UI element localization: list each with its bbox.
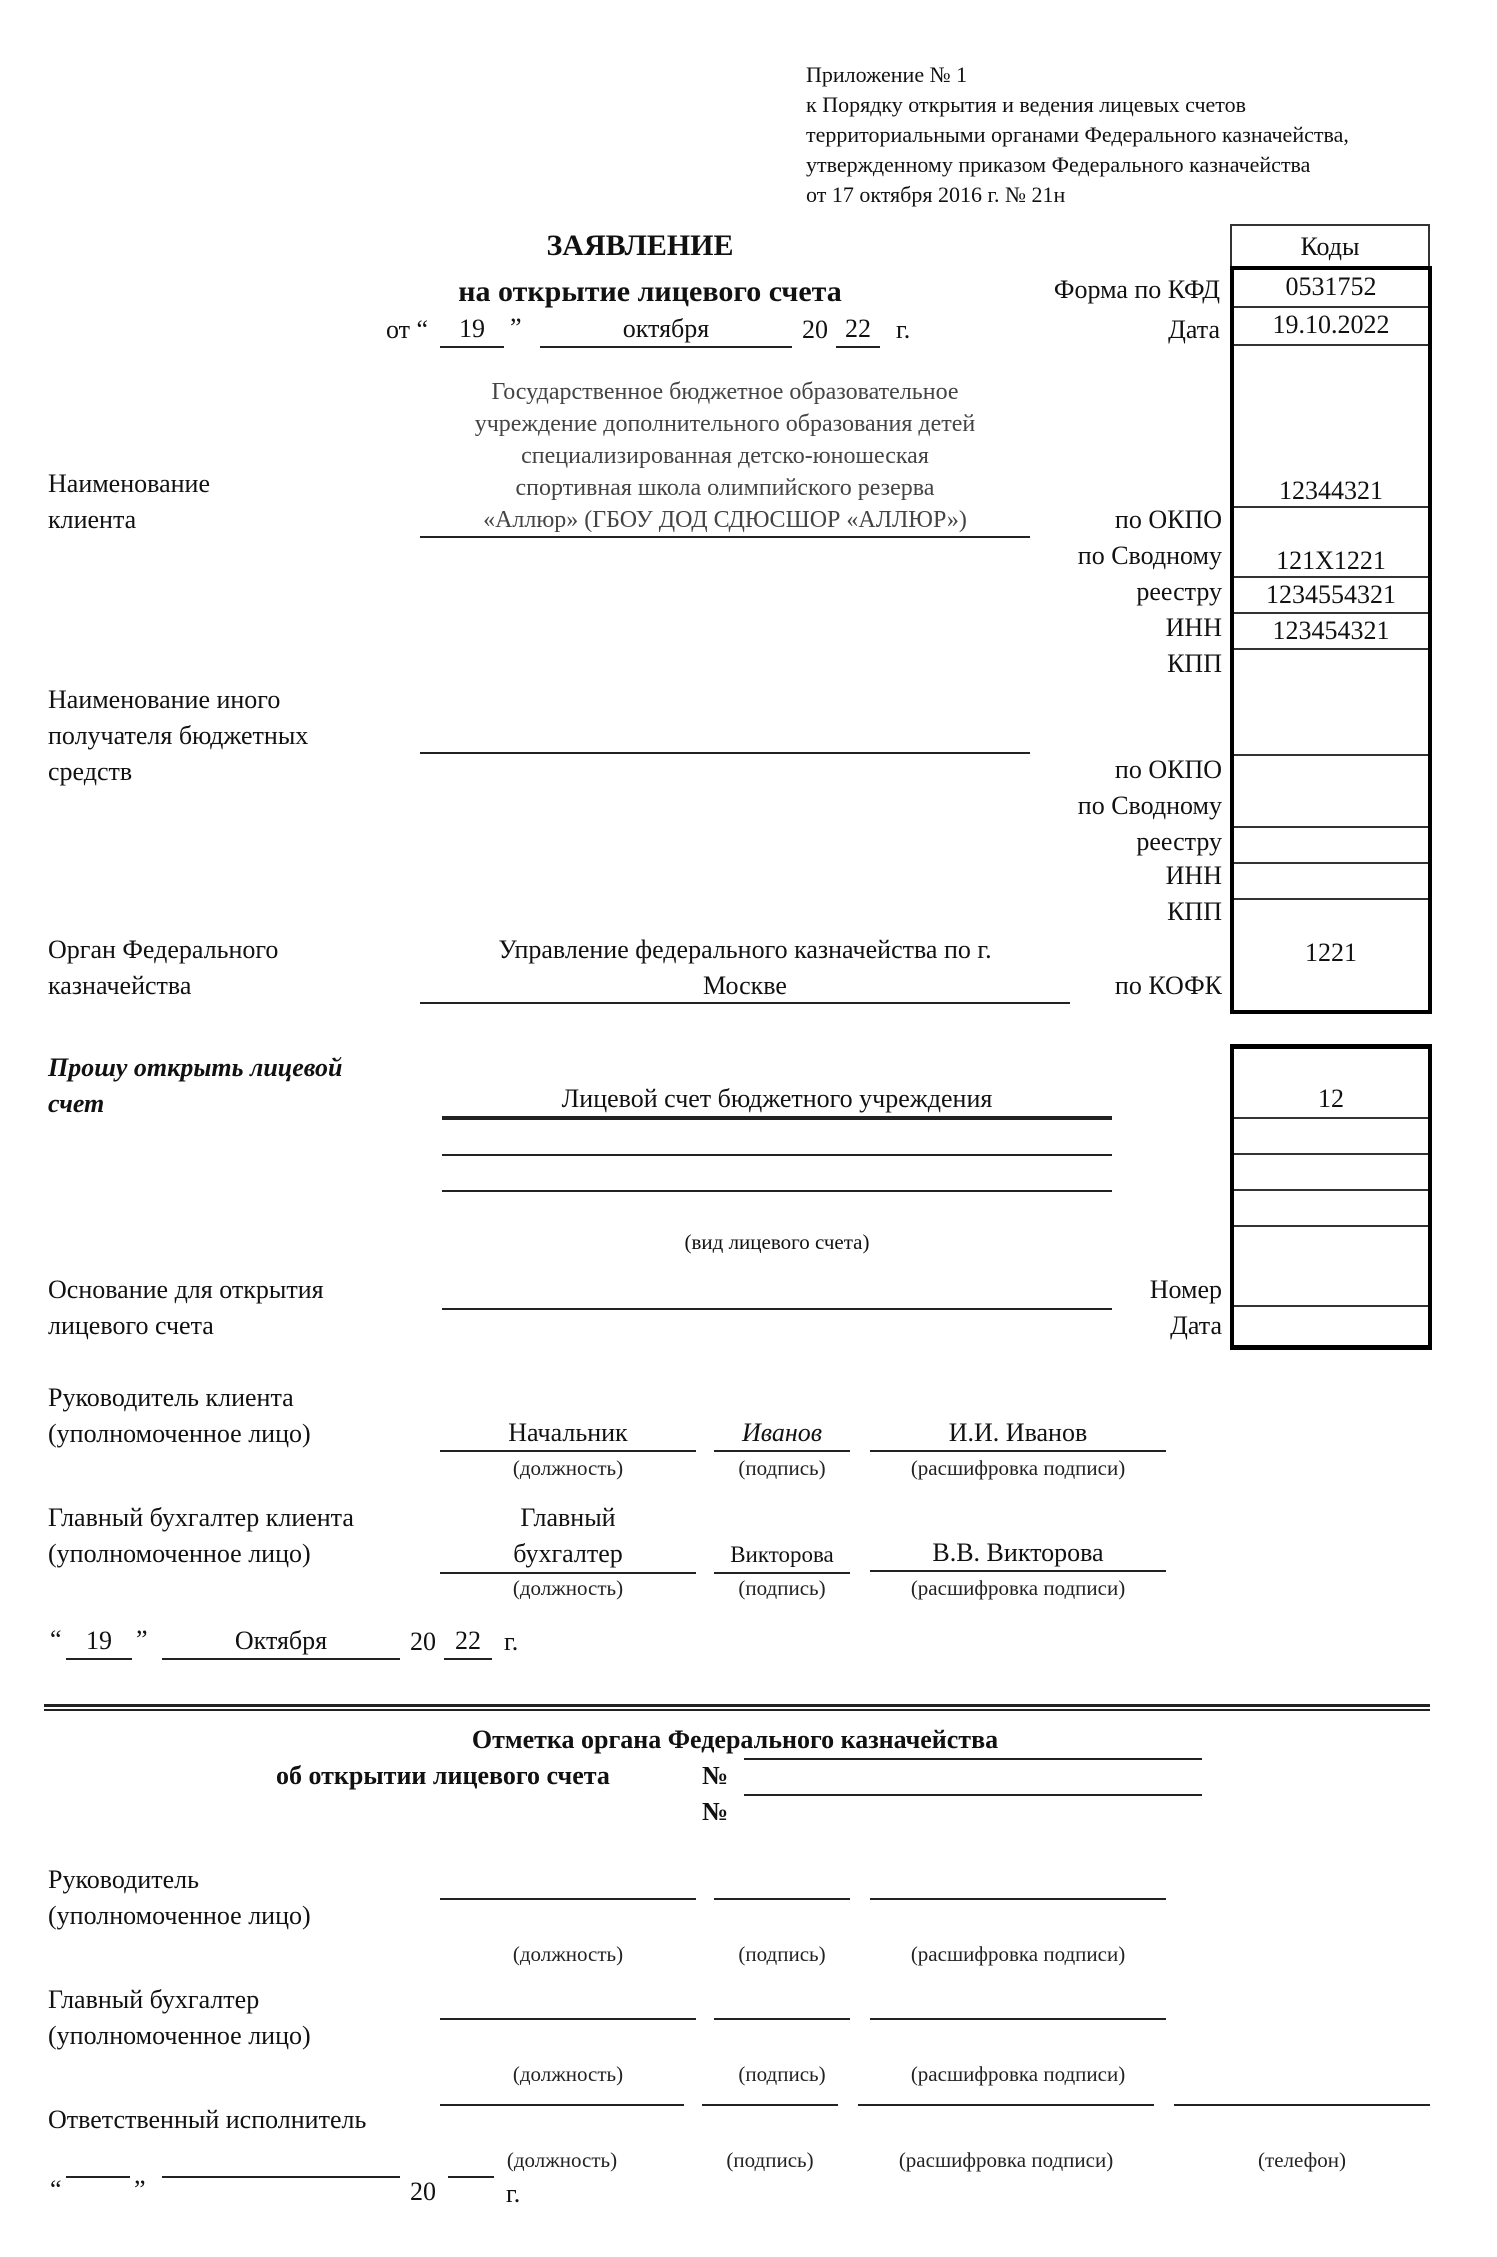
basis-date-code[interactable] [1234, 1307, 1428, 1341]
treasury-mark-title: Отметка органа Федерального казначейства [471, 1725, 999, 1754]
caption-phone: (телефон) [1258, 2148, 1346, 2172]
treasury-label: Орган Федерального казначейства [48, 935, 279, 1000]
code-kofk[interactable]: 1221 [1305, 938, 1357, 967]
client-inn-label: ИНН [1165, 613, 1222, 642]
client-name-underline [420, 536, 1030, 538]
account-code-4[interactable] [1234, 1191, 1428, 1227]
header-date-day[interactable]: 19 [440, 312, 504, 348]
basis-date-label: Дата [1170, 1311, 1222, 1340]
code-other-okpo[interactable] [1234, 650, 1428, 756]
client-accountant-position[interactable]: Главный бухгалтер [440, 1500, 696, 1574]
appendix-line: к Порядку открытия и ведения лицевых счетов [806, 92, 1247, 117]
header-date-quote: ” [510, 313, 522, 342]
treasury-head-name[interactable] [870, 1898, 1166, 1900]
code-other-registry[interactable] [1234, 756, 1428, 828]
client-date-month[interactable]: Октября [162, 1624, 400, 1660]
code-other-inn[interactable] [1234, 828, 1428, 864]
client-date-year-suffix: г. [504, 1627, 519, 1656]
client-date-close-quote: ” [136, 1625, 148, 1654]
client-registry-label: по Сводному реестру [1077, 541, 1222, 606]
treasury-head-label: Руководитель (уполномоченное лицо) [48, 1865, 311, 1930]
caption-position: (должность) [512, 1942, 624, 1966]
treasury-date-year-suffix: г. [506, 2179, 521, 2208]
basis-number-label: Номер [1149, 1275, 1222, 1304]
account-type-caption: (вид лицевого счета) [684, 1230, 870, 1254]
codes-header: Коды [1230, 224, 1430, 266]
client-okpo-label: по ОКПО [1114, 505, 1222, 534]
code-okpo[interactable]: 12344321 [1234, 346, 1428, 508]
header-date-year-suffix: г. [896, 315, 911, 344]
appendix-line: Приложение № 1 [806, 62, 968, 87]
treasury-date-year-prefix: 20 [410, 2177, 436, 2206]
account-number-2[interactable] [744, 1794, 1202, 1796]
executor-label: Ответственный исполнитель [48, 2105, 367, 2134]
caption-signature: (подпись) [738, 1576, 826, 1600]
client-date-year-prefix: 20 [410, 1627, 436, 1656]
request-label: Прошу открыть лицевой счет [48, 1053, 343, 1118]
treasury-date-year[interactable] [448, 2176, 494, 2178]
code-other-kpp[interactable] [1234, 864, 1428, 900]
caption-signature: (подпись) [738, 1942, 826, 1966]
client-date-day[interactable]: 19 [66, 1624, 132, 1660]
other-recipient-label: Наименование иного получателя бюджетных средств [48, 685, 309, 786]
account-type-1[interactable]: Лицевой счет бюджетного учреждения [442, 1082, 1112, 1118]
client-head-signature[interactable]: Иванов [714, 1416, 850, 1452]
appendix-line: территориальными органами Федерального казначейства, [806, 122, 1349, 147]
treasury-date-month[interactable] [162, 2176, 400, 2178]
treasury-accountant-position[interactable] [440, 2018, 696, 2020]
caption-name: (расшифровка подписи) [910, 1456, 1126, 1480]
number-sign-2: № [702, 1797, 729, 1826]
caption-name: (расшифровка подписи) [910, 2062, 1126, 2086]
treasury-head-position[interactable] [440, 1898, 696, 1900]
kofk-label: по КОФК [1114, 971, 1222, 1000]
client-date-open-quote: “ [50, 1625, 62, 1654]
other-okpo-label: по ОКПО [1114, 755, 1222, 784]
executor-phone[interactable] [1174, 2104, 1430, 2106]
header-date-prefix: от “ [386, 315, 429, 344]
code-inn[interactable]: 1234554321 [1234, 578, 1428, 614]
page-title: ЗАЯВЛЕНИЕ [546, 229, 734, 262]
caption-signature: (подпись) [738, 1456, 826, 1480]
executor-position[interactable] [440, 2104, 684, 2106]
appendix-note [806, 60, 1486, 210]
treasury-accountant-label: Главный бухгалтер (уполномоченное лицо) [48, 1985, 311, 2050]
basis-number-code[interactable] [1234, 1227, 1428, 1307]
client-label: Наименование клиента [48, 469, 210, 534]
appendix-line: утвержденному приказом Федерального казначейства [806, 152, 1311, 177]
caption-position: (должность) [512, 1576, 624, 1600]
client-head-label: Руководитель клиента (уполномоченное лицо) [48, 1383, 311, 1448]
treasury-date-day[interactable] [66, 2176, 130, 2178]
caption-signature: (подпись) [738, 2062, 826, 2086]
account-code-2[interactable] [1234, 1119, 1428, 1155]
treasury-accountant-signature[interactable] [714, 2018, 850, 2020]
header-date-year-prefix: 20 [802, 315, 828, 344]
client-head-name[interactable]: И.И. Иванов [870, 1416, 1166, 1452]
page-subtitle: на открытие лицевого счета [458, 275, 842, 308]
other-kpp-label: КПП [1167, 897, 1222, 926]
account-codes-box [1230, 1044, 1432, 1350]
caption-position: (должность) [512, 1456, 624, 1480]
client-accountant-name[interactable]: В.В. Викторова [870, 1536, 1166, 1572]
executor-name[interactable] [858, 2104, 1154, 2106]
number-sign-1: № [702, 1761, 729, 1790]
form-kfd-label: Форма по КФД [1053, 275, 1220, 304]
client-accountant-signature[interactable]: Викторова [714, 1538, 850, 1574]
code-date[interactable]: 19.10.2022 [1234, 308, 1428, 346]
account-type-4[interactable] [442, 1190, 1112, 1192]
code-form-kfd[interactable]: 0531752 [1234, 270, 1428, 308]
client-name[interactable]: Государственное бюджетное образовательное учреждение дополнительного образования детей специализированная детско-юношеская спортивная школа олимпийского резерва «Аллюр» (ГБОУ ДОД СДЮСШОР «АЛЛЮР») [474, 379, 976, 533]
other-inn-label: ИНН [1165, 861, 1222, 890]
account-code-3[interactable] [1234, 1155, 1428, 1191]
caption-signature: (подпись) [726, 2148, 814, 2172]
treasury-mark-subtitle: об открытии лицевого счета [276, 1761, 610, 1790]
client-accountant-label: Главный бухгалтер клиента (уполномоченное лицо) [48, 1503, 354, 1568]
treasury-date-open-quote: “ [50, 2175, 62, 2204]
header-date-month[interactable]: октября [540, 312, 792, 348]
other-recipient-field[interactable] [420, 752, 1030, 754]
code-registry[interactable]: 121X1221 [1234, 508, 1428, 578]
basis-label: Основание для открытия лицевого счета [48, 1275, 324, 1340]
caption-name: (расшифровка подписи) [898, 2148, 1114, 2172]
client-head-position[interactable]: Начальник [440, 1416, 696, 1452]
other-registry-label: по Сводному реестру [1077, 791, 1222, 856]
section-separator [44, 1704, 1430, 1711]
header-date-year[interactable]: 22 [836, 312, 880, 348]
account-number-1[interactable] [744, 1758, 1202, 1760]
treasury-date-close-quote: ” [134, 2175, 146, 2204]
account-code-1[interactable]: 12 [1234, 1049, 1428, 1119]
account-type-2[interactable] [442, 1118, 1112, 1120]
treasury-accountant-name[interactable] [870, 2018, 1166, 2020]
date-label: Дата [1168, 315, 1220, 344]
client-date-year[interactable]: 22 [444, 1624, 492, 1660]
code-kpp[interactable]: 123454321 [1234, 614, 1428, 650]
client-kpp-label: КПП [1167, 649, 1222, 678]
account-type-3[interactable] [442, 1154, 1112, 1156]
appendix-line: от 17 октября 2016 г. № 21н [806, 182, 1066, 207]
executor-signature[interactable] [702, 2104, 838, 2106]
caption-name: (расшифровка подписи) [910, 1576, 1126, 1600]
caption-position: (должность) [506, 2148, 618, 2172]
caption-position: (должность) [512, 2062, 624, 2086]
treasury-value[interactable]: Управление федерального казначейства по г. Москве [498, 935, 992, 1000]
codes-box [1230, 266, 1432, 1014]
caption-name: (расшифровка подписи) [910, 1942, 1126, 1966]
treasury-head-signature[interactable] [714, 1898, 850, 1900]
